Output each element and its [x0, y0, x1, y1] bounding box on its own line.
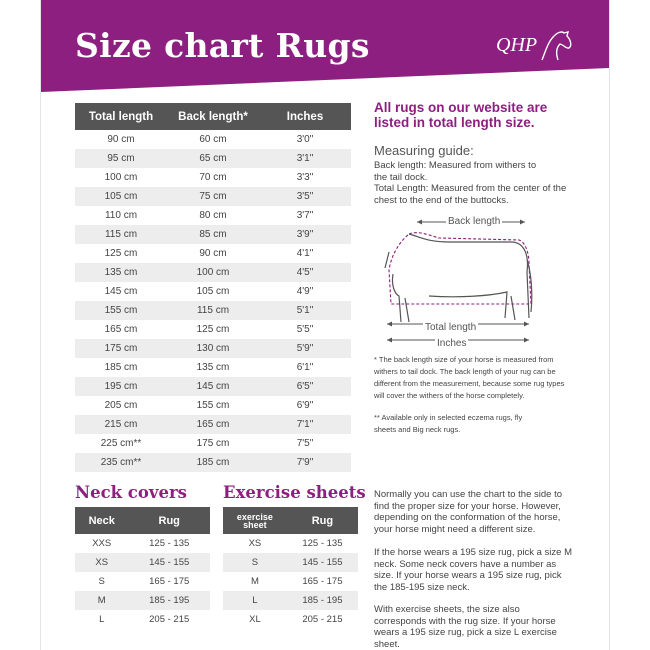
table-row	[75, 377, 351, 396]
cell: 205 - 215	[302, 614, 343, 625]
cell: 4'9"	[296, 286, 314, 297]
cell: M	[250, 576, 259, 587]
exercise-sizing-paragraph: With exercise sheets, the size also corresponds with the rug size. If your horse wears a 195 size rug, pick a size L exercise sheet.	[374, 604, 557, 650]
cell: 145 cm	[167, 377, 259, 396]
cell: 125 cm	[104, 248, 138, 259]
cell: 70 cm	[199, 172, 227, 183]
cell: L	[99, 614, 105, 625]
back-length-definition: Back length: Measured from withers to the tail dock.	[374, 160, 537, 183]
header-total-length: Total length	[75, 103, 167, 130]
cell: 90 cm	[199, 248, 227, 259]
cell: 3'3"	[296, 172, 314, 183]
sizing-advice-paragraph: Normally you can use the chart to the side to find the proper size for your horse. However, depending on the conformation of the horse, your horse might need a different size.	[374, 489, 562, 535]
cell: 145 - 155	[287, 553, 358, 572]
cell: 3'1"	[259, 149, 351, 168]
table-row	[223, 591, 358, 610]
exercise-sheets-title: Exercise sheets	[223, 483, 366, 502]
cell: 175 cm	[196, 438, 230, 449]
cell: 4'5"	[259, 263, 351, 282]
cell: 6'5"	[259, 377, 351, 396]
table-row	[223, 534, 358, 553]
table-row	[75, 434, 351, 453]
cell: 165 cm	[104, 324, 138, 335]
cell: 125 cm	[196, 324, 230, 335]
cell: 115 cm	[75, 225, 167, 244]
table-row	[75, 263, 351, 282]
header-rug: Rug	[128, 507, 210, 534]
table-row	[75, 244, 351, 263]
exercise-sheets-table	[223, 507, 358, 629]
cell: 3'9"	[259, 225, 351, 244]
cell: 205 - 215	[149, 614, 190, 625]
table-row	[75, 206, 351, 225]
cell: XL	[249, 614, 261, 625]
cell: 7'5"	[296, 438, 314, 449]
cell: 145 - 155	[128, 553, 210, 572]
cell: XS	[248, 538, 262, 549]
cell: M	[75, 591, 128, 610]
cell: 225 cm**	[100, 438, 142, 449]
horse-measurement-diagram	[379, 212, 539, 352]
cell: 100 cm	[167, 263, 259, 282]
table-row	[223, 553, 358, 572]
cell: 5'1"	[259, 301, 351, 320]
qhp-logo	[496, 30, 576, 64]
cell: 4'1"	[296, 248, 314, 259]
table-row	[75, 320, 351, 339]
table-row	[75, 415, 351, 434]
table-row	[75, 591, 210, 610]
header-exercise-sheet	[223, 507, 287, 534]
cell: 205 cm	[104, 400, 138, 411]
cell: 135 cm	[75, 263, 167, 282]
cell: 105 cm	[196, 286, 230, 297]
cell: 165 - 175	[302, 576, 343, 587]
cell: 60 cm	[199, 134, 227, 145]
neck-sizing-paragraph: If the horse wears a 195 size rug, pick a size M neck. Some neck covers have a number as size. If your horse wears a 195 size rug, pick the 185-195 size neck.	[374, 547, 573, 593]
cell: 145 cm	[104, 286, 138, 297]
table-header-row	[223, 507, 358, 534]
table-row	[75, 130, 351, 149]
cell: 235 cm**	[75, 453, 167, 472]
measuring-guide-text	[374, 160, 579, 206]
neck-covers-table	[75, 507, 210, 629]
cell: 80 cm	[199, 210, 227, 221]
cell: 125 - 135	[149, 538, 190, 549]
cell: 130 cm	[167, 339, 259, 358]
measuring-guide-title: Measuring guide:	[374, 143, 474, 158]
cell: S	[98, 576, 105, 587]
cell: 7'1"	[259, 415, 351, 434]
total-length-label: Total length	[425, 322, 477, 333]
cell: XXS	[92, 538, 112, 549]
header-exercise-line1: exercise	[236, 511, 273, 522]
cell: 100 cm	[104, 172, 138, 183]
rug-size-table	[75, 103, 351, 472]
header-exercise-line2: sheet	[243, 519, 267, 530]
header-inches: Inches	[259, 103, 351, 130]
cell: 155 cm	[196, 400, 230, 411]
cell: 125 - 135	[302, 538, 343, 549]
cell: 75 cm	[167, 187, 259, 206]
table-row	[75, 553, 210, 572]
cell: 165 cm	[167, 415, 259, 434]
total-length-definition: Total Length: Measured from the center of the chest to the end of the buttocks.	[374, 183, 567, 206]
back-length-footnote: * The back length size of your horse is measured from withers to tail dock. The back length of your rug can be different from the measurement, because some rug types will cover the withers of the horse completely.	[374, 355, 565, 400]
total-length-notice: All rugs on our website are listed in total length size.	[374, 100, 548, 130]
table-row	[223, 572, 358, 591]
cell: 185 cm	[104, 362, 138, 373]
cell: L	[223, 591, 287, 610]
table-row	[75, 301, 351, 320]
table-row	[75, 282, 351, 301]
header-neck: Neck	[75, 507, 128, 534]
cell: 135 cm	[196, 362, 230, 373]
table-row	[75, 610, 210, 629]
cell: 7'9"	[259, 453, 351, 472]
cell: 65 cm	[167, 149, 259, 168]
cell: 6'1"	[296, 362, 314, 373]
table-row	[75, 168, 351, 187]
cell: 165 - 175	[149, 576, 190, 587]
table-row	[75, 358, 351, 377]
table-row	[75, 534, 210, 553]
table-row	[75, 572, 210, 591]
cell: 175 cm	[75, 339, 167, 358]
cell: 5'9"	[259, 339, 351, 358]
cell: 5'5"	[296, 324, 314, 335]
cell: 3'7"	[296, 210, 314, 221]
cell: 90 cm	[107, 134, 135, 145]
table-row	[223, 610, 358, 629]
table-header-row	[75, 507, 210, 534]
cell: S	[223, 553, 287, 572]
table-row	[75, 225, 351, 244]
horse-head-icon	[538, 30, 574, 62]
header-rug: Rug	[287, 507, 358, 534]
table-row	[75, 396, 351, 415]
cell: 215 cm	[75, 415, 167, 434]
table-row	[75, 187, 351, 206]
cell: 110 cm	[104, 210, 138, 221]
cell: 115 cm	[167, 301, 259, 320]
size-chart-page	[40, 0, 610, 650]
cell: 195 cm	[75, 377, 167, 396]
table-header-row	[75, 103, 351, 130]
table-row	[75, 453, 351, 472]
inches-label: Inches	[437, 338, 467, 349]
cell: 3'5"	[259, 187, 351, 206]
cell: 3'0"	[296, 134, 314, 145]
cell: XS	[75, 553, 128, 572]
logo-text: QHP	[496, 34, 538, 56]
back-length-label: Back length	[448, 216, 501, 227]
header-banner	[41, 0, 609, 92]
header-back-length: Back length*	[167, 103, 259, 130]
cell: 155 cm	[75, 301, 167, 320]
page-title: Size chart Rugs	[75, 26, 370, 65]
cell: 95 cm	[75, 149, 167, 168]
neck-covers-title: Neck covers	[75, 483, 187, 502]
cell: 105 cm	[75, 187, 167, 206]
cell: 185 - 195	[287, 591, 358, 610]
table-row	[75, 339, 351, 358]
table-row	[75, 149, 351, 168]
cell: 185 cm	[167, 453, 259, 472]
availability-footnote: ** Available only in selected eczema rugs, fly sheets and Big neck rugs.	[374, 413, 523, 434]
cell: 85 cm	[167, 225, 259, 244]
cell: 185 - 195	[128, 591, 210, 610]
cell: 6'9"	[296, 400, 314, 411]
